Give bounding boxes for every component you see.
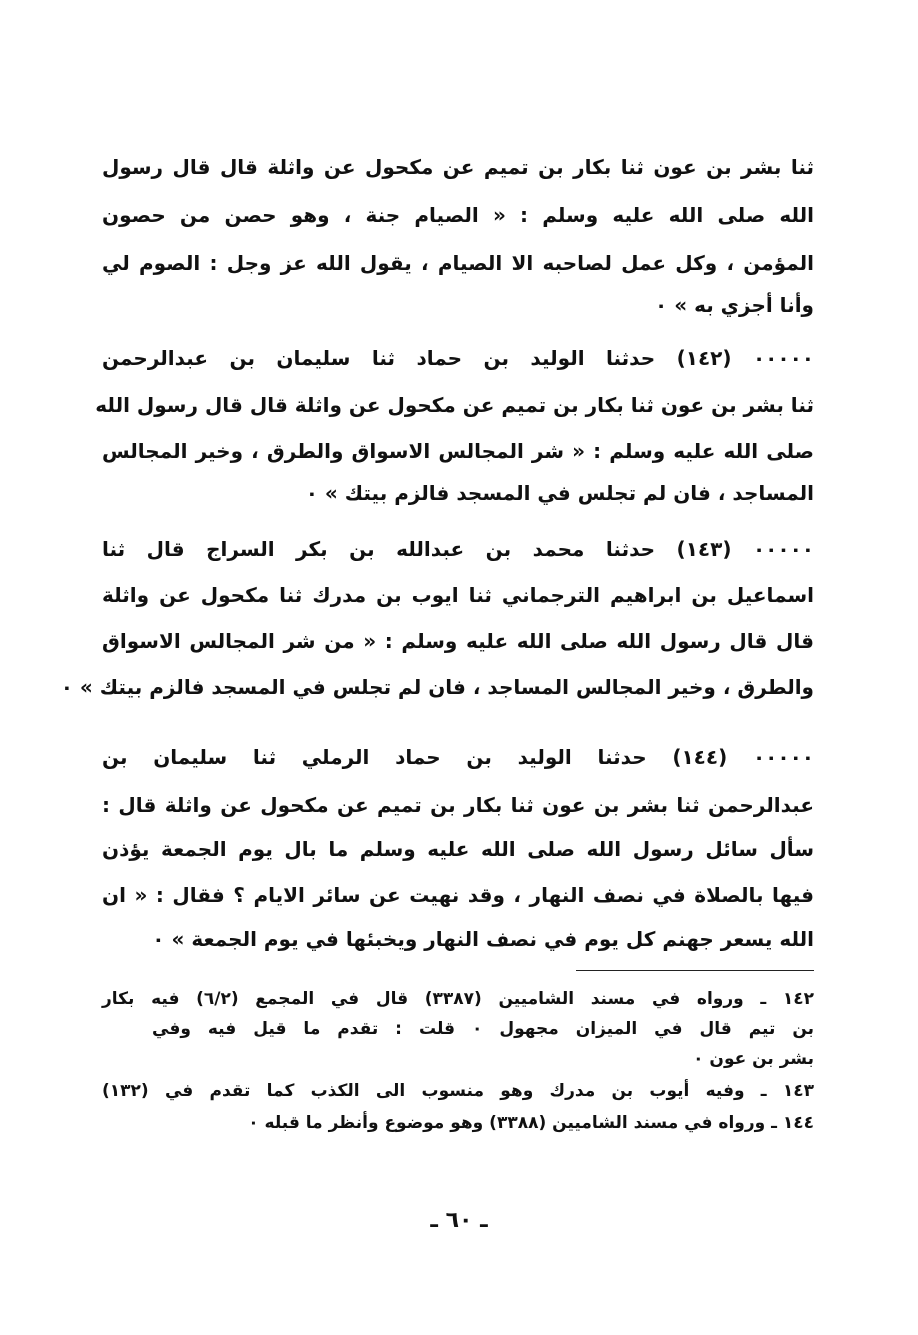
body-line: وأنا أجزي به » ٠ [655,293,814,317]
body-line: عبدالرحمن ثنا بشر بن عون ثنا بكار بن تميم عن مكحول عن واثلة قال : [102,793,814,817]
body-line: الله صلى الله عليه وسلم : « الصيام جنة ، وهو حصن من حصون [102,203,814,227]
body-line: الله يسعر جهنم كل يوم في نصف النهار ويخبئها في يوم الجمعة » ٠ [152,927,814,951]
body-line: ٠٠٠٠٠ (١٤٤) حدثنا الوليد بن حماد الرملي ثنا سليمان بن [102,745,814,769]
footnote-line: ١٤٢ ـ ورواه في مسند الشاميين (٣٣٨٧) قال في المجمع (٦/٢) فيه بكار [102,989,814,1009]
body-line: ثنا بشر بن عون ثنا بكار بن تميم عن مكحول عن واثلة قال قال رسول الله [95,393,814,417]
body-line: والطرق ، وخير المجالس المساجد ، فان لم تجلس في المسجد فالزم بيتك » ٠ [60,675,814,699]
body-line: ثنا بشر بن عون ثنا بكار بن تميم عن مكحول عن واثلة قال قال رسول [102,155,814,179]
body-line: المؤمن ، وكل عمل لصاحبه الا الصيام ، يقول الله عز وجل : الصوم لي [102,251,814,275]
footnote-line: بن تيم قال في الميزان مجهول ٠ قلت : تقدم ما قيل فيه وفي [152,1019,815,1039]
page-number: ـ ٦٠ ـ [430,1208,488,1233]
body-line: المساجد ، فان لم تجلس في المسجد فالزم بيتك » ٠ [305,481,814,505]
body-line: اسماعيل بن ابراهيم الترجماني ثنا ايوب بن مدرك ثنا مكحول عن واثلة [102,583,814,607]
body-line: فيها بالصلاة في نصف النهار ، وقد نهيت عن سائر الايام ؟ فقال : « ان [102,883,814,907]
body-line: سأل سائل رسول الله صلى الله عليه وسلم ما بال يوم الجمعة يؤذن [102,837,814,861]
footnote-line: ١٤٤ ـ ورواه في مسند الشاميين (٣٣٨٨) وهو موضوع وأنظر ما قبله ٠ [248,1113,814,1133]
body-line: ٠٠٠٠٠ (١٤٣) حدثنا محمد بن عبدالله بن بكر السراج قال ثنا [102,537,814,561]
body-line: ٠٠٠٠٠ (١٤٢) حدثنا الوليد بن حماد ثنا سليمان بن عبدالرحمن [102,346,814,370]
body-line: صلى الله عليه وسلم : « شر المجالس الاسواق والطرق ، وخير المجالس [102,439,814,463]
footnote-rule [576,970,814,971]
footnote-line: ١٤٣ ـ وفيه أيوب بن مدرك وهو منسوب الى الكذب كما تقدم في (١٣٢) [102,1081,814,1101]
body-line: قال قال رسول الله صلى الله عليه وسلم : « من شر المجالس الاسواق [102,629,814,653]
footnote-line: بشر بن عون ٠ [693,1049,814,1069]
